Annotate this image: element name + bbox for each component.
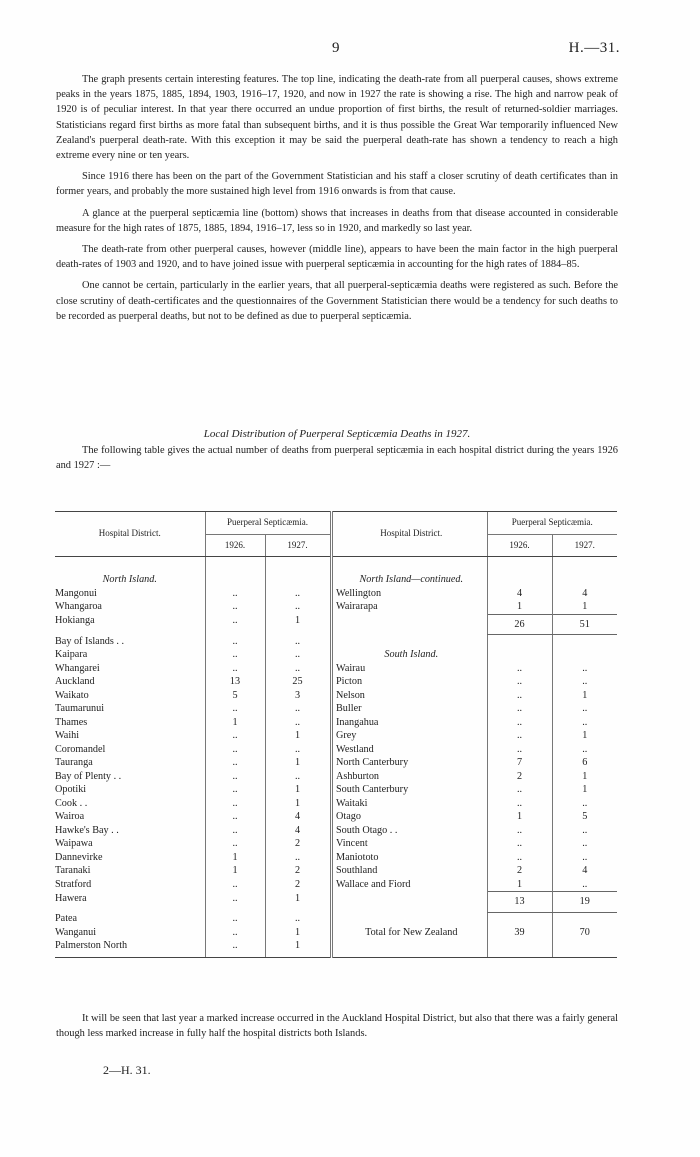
- district-name: Bay of Islands . .: [55, 635, 125, 647]
- value-1927: ..: [265, 648, 331, 662]
- district-name: Hawera: [55, 892, 87, 904]
- value-1926: ..: [205, 837, 265, 851]
- spacer-cell: [487, 557, 552, 574]
- table-row: [55, 912, 617, 926]
- value-1926: ..: [205, 756, 265, 770]
- value-1927: 2: [265, 864, 331, 878]
- table-row: [55, 702, 617, 716]
- value-1926: ..: [205, 662, 265, 676]
- value-1927: 1: [265, 729, 331, 743]
- table-intro: [56, 443, 618, 473]
- district-name: Palmerston North: [55, 940, 128, 951]
- value-1927: 1: [265, 614, 331, 635]
- table-row: [55, 689, 617, 703]
- empty-cell: [336, 614, 487, 635]
- district-name: Wallace and Fiord: [336, 878, 411, 890]
- value-1926: 4: [487, 587, 552, 601]
- district-name: Auckland: [55, 676, 95, 687]
- section-title: Local Distribution of Puerperal Septicæmia Deaths in 1927.: [203, 428, 471, 440]
- district-name: Dannevirke: [55, 851, 103, 863]
- value-1926: ..: [205, 783, 265, 797]
- value-1927: 1: [552, 783, 617, 797]
- table-row: [55, 783, 617, 797]
- value-1927: ..: [552, 851, 617, 865]
- value-1926: ..: [487, 824, 552, 838]
- district-name: Wairarapa: [336, 601, 378, 612]
- value-1926: 5: [205, 689, 265, 703]
- empty-cell: [336, 635, 487, 649]
- empty-cell: [205, 573, 265, 587]
- value-1927: 4: [552, 864, 617, 878]
- closing-paragraph: It will be seen that last year a marked increase occurred in the Auckland Hospital District, but also that there was a fairly general though less marked increase in fully half the hospital districts both Islands.: [56, 1013, 618, 1040]
- value-1926: 1: [487, 600, 552, 614]
- district-name: Opotiki: [55, 784, 87, 795]
- value-1927: 1: [552, 600, 617, 614]
- empty-cell: [552, 648, 617, 662]
- table-row: [55, 770, 617, 784]
- table-row: [55, 756, 617, 770]
- value-1926: 13: [205, 675, 265, 689]
- district-name: Tauranga: [55, 757, 93, 768]
- value-1927: ..: [552, 662, 617, 676]
- value-1927: ..: [265, 770, 331, 784]
- table-row: [55, 729, 617, 743]
- empty-cell: [265, 573, 331, 587]
- value-1926: ..: [487, 702, 552, 716]
- paragraph: The death-rate from other puerperal causes, however (middle line), appears to have been the main factor in the high puerperal death-rates of 1903 and 1920, and to have joined issue with puerperal septicæmia in accounting for the high rates of 1884–85.: [56, 244, 618, 271]
- closing-text: [56, 1011, 618, 1041]
- empty-cell: [487, 573, 552, 587]
- value-1927: ..: [265, 635, 331, 649]
- value-1926: 1: [205, 864, 265, 878]
- value-1927: ..: [265, 912, 331, 926]
- value-1926: ..: [487, 837, 552, 851]
- table-row: [55, 600, 617, 614]
- district-name: Waikato: [55, 689, 89, 701]
- total-1926: 39: [487, 926, 552, 940]
- spacer-cell: [55, 557, 205, 574]
- district-name: Otago: [336, 811, 361, 822]
- value-1927: ..: [552, 837, 617, 851]
- district-name: Wairoa: [55, 811, 85, 822]
- table-row: [55, 648, 617, 662]
- district-name: Cook . .: [55, 797, 88, 809]
- value-1926: ..: [205, 729, 265, 743]
- empty-cell: [552, 939, 617, 953]
- district-name: Vincent: [336, 838, 368, 849]
- bottom-rule-cell: [552, 953, 617, 958]
- table-row: [55, 573, 617, 587]
- value-1926: ..: [487, 716, 552, 730]
- value-1927: 1: [265, 797, 331, 811]
- value-1927: ..: [265, 702, 331, 716]
- col-header-group: Puerperal Septicæmia.: [205, 512, 331, 535]
- empty-cell: [552, 573, 617, 587]
- district-name: Taumarunui: [55, 703, 105, 714]
- district-name: Ashburton: [336, 770, 380, 782]
- district-name: Bay of Plenty . .: [55, 770, 122, 782]
- value-1927: ..: [265, 587, 331, 601]
- value-1927: 2: [265, 837, 331, 851]
- document-id: H.—31.: [568, 40, 620, 56]
- district-name: Wellington: [336, 587, 382, 599]
- value-1926: ..: [487, 689, 552, 703]
- bottom-rule-cell: [55, 953, 205, 958]
- district-name: Hokianga: [55, 615, 95, 626]
- value-1926: 1: [205, 716, 265, 730]
- body-text: [56, 72, 618, 330]
- district-name: Nelson: [336, 689, 365, 701]
- district-name: Grey: [336, 730, 357, 741]
- empty-cell: [336, 892, 487, 913]
- total-1927: 70: [552, 926, 617, 940]
- region-heading: North Island.: [102, 574, 157, 585]
- empty-cell: [552, 635, 617, 649]
- value-1926: ..: [487, 851, 552, 865]
- district-name: Wanganui: [55, 926, 97, 938]
- value-1927: ..: [265, 600, 331, 614]
- spacer-cell: [336, 557, 487, 574]
- value-1926: ..: [205, 600, 265, 614]
- value-1927: 2: [265, 878, 331, 892]
- table-row: [55, 675, 617, 689]
- col-header-1927: 1927.: [265, 534, 331, 557]
- value-1926: 1: [487, 878, 552, 892]
- value-1926: ..: [205, 892, 265, 913]
- spacer-cell: [205, 557, 265, 574]
- table-row: [55, 892, 617, 913]
- table-row: [55, 587, 617, 601]
- subtotal-1927: 51: [552, 614, 617, 635]
- bottom-rule-cell: [336, 953, 487, 958]
- value-1926: 2: [487, 770, 552, 784]
- district-name: Hawke's Bay . .: [55, 824, 119, 836]
- table-row: [55, 743, 617, 757]
- subtotal-1926: 13: [487, 892, 552, 913]
- bottom-rule-cell: [265, 953, 331, 958]
- value-1927: ..: [552, 675, 617, 689]
- empty-cell: [487, 648, 552, 662]
- value-1927: ..: [552, 797, 617, 811]
- value-1926: ..: [205, 743, 265, 757]
- value-1926: ..: [205, 824, 265, 838]
- district-name: Westland: [336, 743, 374, 755]
- value-1927: ..: [552, 702, 617, 716]
- paragraph: Since 1916 there has been on the part of the Government Statistician and his staff a closer scrutiny of death certificates than in former years, and probably the more sustained high level from 1916 onwards is from that cause.: [56, 171, 618, 198]
- septicaemia-table: [55, 511, 617, 958]
- district-name: Waihi: [55, 730, 80, 741]
- empty-cell: [487, 912, 552, 926]
- value-1926: ..: [205, 614, 265, 635]
- value-1927: 1: [552, 729, 617, 743]
- value-1926: ..: [205, 635, 265, 649]
- district-name: Maniototo: [336, 851, 379, 863]
- value-1927: 4: [552, 587, 617, 601]
- table-row: [55, 939, 617, 953]
- value-1926: ..: [205, 912, 265, 926]
- empty-cell: [336, 939, 487, 953]
- district-name: Whangaroa: [55, 601, 102, 612]
- value-1927: 1: [552, 770, 617, 784]
- district-name: Kaipara: [55, 649, 88, 660]
- value-1926: ..: [205, 810, 265, 824]
- value-1927: 6: [552, 756, 617, 770]
- table-row: [55, 797, 617, 811]
- district-name: Taranaki: [55, 865, 91, 876]
- table-body: [55, 557, 617, 958]
- spacer-cell: [552, 557, 617, 574]
- col-header-1927: 1927.: [552, 534, 617, 557]
- value-1927: ..: [265, 662, 331, 676]
- table-row: [55, 662, 617, 676]
- value-1926: ..: [205, 770, 265, 784]
- district-name: South Canterbury: [336, 784, 409, 795]
- table-row: [55, 716, 617, 730]
- district-name: Wairau: [336, 662, 366, 674]
- subtotal-1926: 26: [487, 614, 552, 635]
- col-header-group: Puerperal Septicæmia.: [487, 512, 617, 535]
- district-name: Waitaki: [336, 797, 368, 809]
- district-name: Coromandel: [55, 743, 106, 755]
- bottom-rule-cell: [487, 953, 552, 958]
- col-header-district: Hospital District.: [55, 512, 205, 557]
- value-1927: ..: [265, 743, 331, 757]
- table-row: [55, 926, 617, 940]
- col-header-1926: 1926.: [487, 534, 552, 557]
- value-1927: 1: [265, 892, 331, 913]
- empty-cell: [487, 635, 552, 649]
- table-row: [55, 837, 617, 851]
- value-1927: 1: [265, 783, 331, 797]
- value-1926: ..: [487, 729, 552, 743]
- value-1926: ..: [205, 926, 265, 940]
- district-name: Whangarei: [55, 662, 100, 674]
- empty-cell: [487, 939, 552, 953]
- value-1927: 4: [265, 810, 331, 824]
- bottom-rule-cell: [205, 953, 265, 958]
- value-1927: 25: [265, 675, 331, 689]
- spacer-cell: [265, 557, 331, 574]
- spacer-row: [55, 557, 617, 574]
- value-1926: ..: [205, 797, 265, 811]
- table-row: [55, 810, 617, 824]
- bottom-rule-row: [55, 953, 617, 958]
- value-1927: ..: [265, 851, 331, 865]
- value-1926: ..: [487, 783, 552, 797]
- value-1926: ..: [487, 797, 552, 811]
- empty-cell: [336, 912, 487, 926]
- value-1926: 2: [487, 864, 552, 878]
- intro-paragraph: The following table gives the actual number of deaths from puerperal septicæmia in each hospital district during the years 1926 and 1927 :—: [56, 445, 618, 472]
- table-row: [55, 635, 617, 649]
- district-name: Patea: [55, 913, 78, 924]
- district-name: North Canterbury: [336, 757, 409, 768]
- footer-code: 2—H. 31.: [103, 1063, 151, 1077]
- table-row: [55, 824, 617, 838]
- value-1927: 3: [265, 689, 331, 703]
- district-name: Thames: [55, 716, 88, 728]
- district-name: Waipawa: [55, 838, 93, 849]
- value-1927: ..: [552, 878, 617, 892]
- value-1926: ..: [205, 939, 265, 953]
- value-1926: 1: [205, 851, 265, 865]
- value-1926: ..: [205, 587, 265, 601]
- table-row: [55, 614, 617, 635]
- value-1927: 1: [265, 939, 331, 953]
- empty-cell: [552, 912, 617, 926]
- value-1926: ..: [205, 702, 265, 716]
- value-1927: ..: [265, 716, 331, 730]
- value-1927: ..: [552, 824, 617, 838]
- table-row: [55, 878, 617, 892]
- value-1926: ..: [205, 648, 265, 662]
- value-1927: 1: [265, 756, 331, 770]
- col-header-1926: 1926.: [205, 534, 265, 557]
- district-name: Inangahua: [336, 716, 379, 728]
- value-1926: 1: [487, 810, 552, 824]
- value-1926: ..: [487, 743, 552, 757]
- col-header-district: Hospital District.: [336, 512, 487, 557]
- page-number: 9: [332, 40, 340, 56]
- paragraph: A glance at the puerperal septicæmia line (bottom) shows that increases in deaths from that disease accounted in considerable measure for the high rates of 1875, 1885, 1894, 1916–17, less so in 1920, and markedly so last year.: [56, 207, 618, 234]
- region-heading: North Island—continued.: [359, 574, 464, 585]
- total-label: Total for New Zealand: [365, 926, 458, 938]
- value-1927: 1: [265, 926, 331, 940]
- value-1926: 7: [487, 756, 552, 770]
- district-name: Mangonui: [55, 587, 97, 599]
- district-name: Southland: [336, 865, 378, 876]
- table-row: [55, 851, 617, 865]
- district-name: Buller: [336, 703, 362, 714]
- value-1927: ..: [552, 716, 617, 730]
- value-1926: ..: [487, 662, 552, 676]
- value-1927: 5: [552, 810, 617, 824]
- value-1927: 1: [552, 689, 617, 703]
- district-name: South Otago . .: [336, 824, 398, 836]
- subtotal-1927: 19: [552, 892, 617, 913]
- value-1926: ..: [487, 675, 552, 689]
- value-1927: 4: [265, 824, 331, 838]
- district-name: Stratford: [55, 878, 92, 890]
- paragraph: The graph presents certain interesting features. The top line, indicating the death-rate from all puerperal causes, shows extreme peaks in the years 1875, 1885, 1894, 1903, 1916–17, 1920, and now in 1927 the rate is showing a rise. The high and narrow peak of 1920 is of peculiar interest. In that year there occurred an undue proportion of first births, the result of returned-soldier marriages. Statisticians regard first births as more fatal than subsequent births, and it is thus possible the Great War temporarily influenced New Zealand's puerperal death-rate. With this exception it may be said the puerperal death-rate has shown a tendency to reach a high extreme every nine or ten years.: [56, 74, 618, 162]
- paragraph: One cannot be certain, particularly in the earlier years, that all puerperal-septicæmia deaths were registered as such. Before the close scrutiny of death-certificates and the questionnaires of the Government Statistician there would be a tendency for such deaths to be recorded as puerperal deaths, but not to be defined as due to puerperal septicæmia.: [56, 280, 618, 322]
- value-1927: ..: [552, 743, 617, 757]
- table-row: [55, 864, 617, 878]
- region-heading: South Island.: [384, 649, 439, 660]
- value-1926: ..: [205, 878, 265, 892]
- district-name: Picton: [336, 676, 363, 687]
